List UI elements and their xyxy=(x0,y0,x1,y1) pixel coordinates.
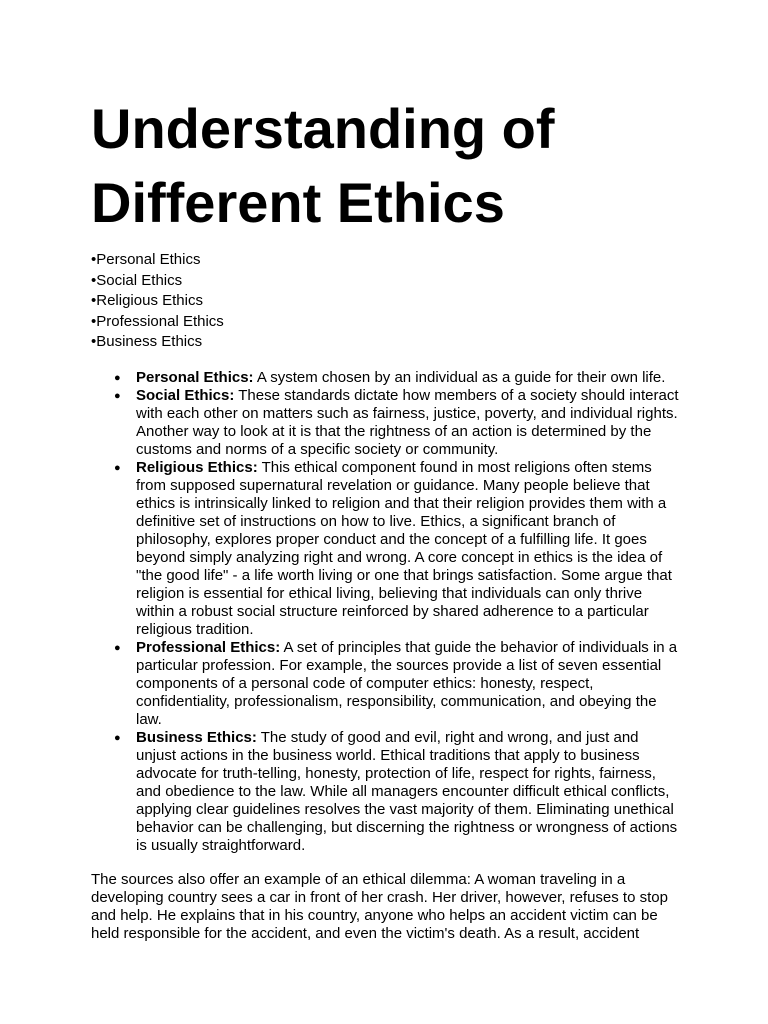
summary-item: •Social Ethics xyxy=(91,271,183,289)
detail-text: These standards dictate how members of a society should interact with each other on matters such as fairness, justice, poverty, and individual rights. Another way to look at it is that the rightness of an action is determined by the customs and norms of a specific society or community. xyxy=(136,386,679,458)
document-page xyxy=(91,92,681,943)
detail-term: Social Ethics: xyxy=(136,386,235,404)
closing-paragraph: The sources also offer an example of an ethical dilemma: A woman traveling in a developing country sees a car in front of her crash. Her driver, however, refuses to stop and help. He explains that in his country, anyone who helps an accident victim can be held responsible for the accident, and even the victim's death. As a result, accident xyxy=(91,870,668,942)
detail-text: This ethical component found in most religions often stems from supposed supernatural revelation or guidance. Many people believe that ethics is intrinsically linked to religion and that their religion provides them with a definitive set of instructions on how to live. Ethics, a significant branch of philosophy, explores proper conduct and the concept of a fulfilling life. It goes beyond simply analyzing right and wrong. A core concept in ethics is the idea of "the good life" - a life worth living or one that brings satisfaction. Some argue that religion is essential for ethical living, believing that individuals can only thrive within a robust social structure reinforced by shared adherence to a particular religious tradition. xyxy=(136,458,672,638)
summary-item: •Religious Ethics xyxy=(91,292,203,309)
detail-item-business xyxy=(136,729,681,855)
document-title xyxy=(91,92,681,240)
ethics-summary-list xyxy=(91,250,681,353)
detail-term: Business Ethics: xyxy=(136,728,257,746)
detail-item-personal xyxy=(136,369,681,387)
detail-term: Religious Ethics: xyxy=(136,458,258,476)
detail-item-religious xyxy=(136,459,681,639)
summary-item: •Professional Ethics xyxy=(91,312,224,330)
detail-term: Personal Ethics: xyxy=(136,368,254,386)
detail-term: Professional Ethics: xyxy=(136,638,281,656)
title-line-1: Understanding of xyxy=(91,97,555,160)
title-line-2: Different Ethics xyxy=(91,171,505,234)
ethics-detail-list xyxy=(91,369,681,855)
detail-text: A set of principles that guide the behavior of individuals in a particular profession. For example, the sources provide a list of seven essential components of a personal code of computer ethics: honesty, respect, confidentiality, professionalism, responsibility, communication, and obeying the law. xyxy=(136,638,678,728)
detail-item-social xyxy=(136,387,681,459)
summary-item: •Business Ethics xyxy=(91,333,203,350)
detail-item-professional xyxy=(136,639,681,729)
detail-text: A system chosen by an individual as a guide for their own life. xyxy=(253,368,666,386)
summary-item: •Personal Ethics xyxy=(91,251,201,268)
detail-text: The study of good and evil, right and wrong, and just and unjust actions in the business world. Ethical traditions that apply to business advocate for truth-telling, honesty, protection of life, respect for rights, fairness, and obedience to the law. While all managers encounter difficult ethical conflicts, applying clear guidelines resolves the vast majority of them. Eliminating unethical behavior can be challenging, but discerning the rightness or wrongness of actions is usually straightforward. xyxy=(136,728,678,854)
